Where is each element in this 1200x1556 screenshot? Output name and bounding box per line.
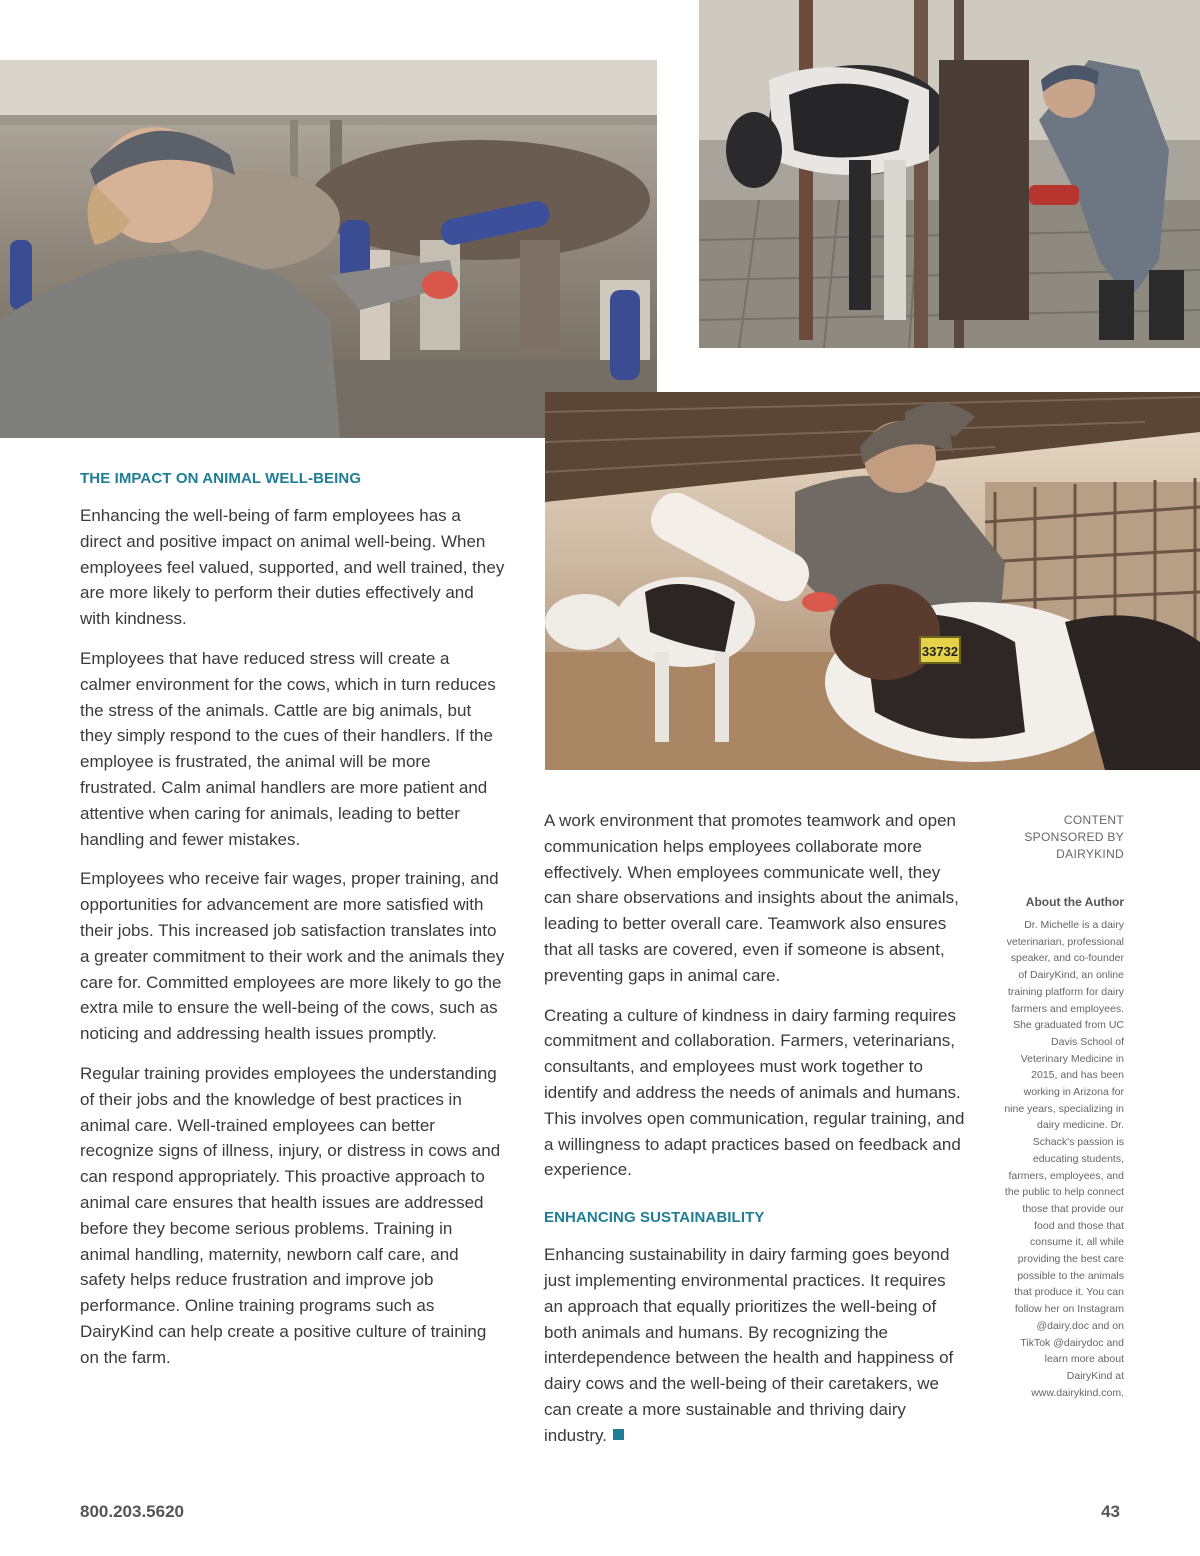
paragraph: Creating a culture of kindness in dairy farming requires commitment and collaboration. Farmers, veterinarians, consultants, and employees must work together to identify and address the needs of animals and humans. This involves open communication, regular training, and a willingness to adapt practices based on feedback and experience.: [544, 1005, 965, 1180]
sponsor-line: DAIRYKIND: [1056, 847, 1124, 861]
paragraph-final-text: Enhancing sustainability in dairy farming goes beyond just implementing environmental practices. It requires an approach that equally prioritizes the well-being of both animals and humans. By recognizing the interdependence between the health and happiness of dairy cows and the well-being of their caretakers, we can create a more sustainable and thriving dairy industry.: [544, 1245, 954, 1445]
footer-phone: 800.203.5620: [80, 1502, 184, 1521]
sponsor-line: CONTENT: [1063, 813, 1124, 827]
calf-feeding-photo: [545, 392, 1200, 770]
sponsor-label: [1004, 812, 1124, 863]
section-heading-sustainability: ENHANCING SUSTAINABILITY: [544, 1209, 765, 1227]
page-number: 43: [1101, 1502, 1120, 1521]
end-mark-icon: [613, 1429, 624, 1440]
milking-parlor-photo: [0, 60, 657, 438]
veterinarian-photo: [699, 0, 1200, 348]
section-heading-animal-well-being: THE IMPACT ON ANIMAL WELL-BEING: [80, 470, 362, 487]
left-column: [80, 470, 505, 1385]
about-author-text: Dr. Michelle is a dairy veterinarian, professional speaker, and co-founder of DairyKind, an online training platform for dairy farmers and employees. She graduated from UC Davis School of Veterinary Medicine in 2015, and has been working in Arizona for nine years, specializing in dairy medicine. Dr. Schack's passion is educating students, farmers, employees, and the public to help connect those that provide our food and those that consume it, all while providing the best care possible to the animals that produce it. You can follow her on Instagram @dairy.doc and on TikTok @dairydoc and learn more about DairyKind at www.dairykind.com.: [1004, 919, 1124, 1399]
author-sidebar: [1004, 812, 1124, 1401]
ear-tag-number: 33732: [921, 644, 959, 659]
paragraph: Regular training provides employees the understanding of their jobs and the knowledge of best practices in animal care. Well-trained employees can better recognize signs of illness, injury, or distress in cows and can respond appropriately. This proactive approach to animal care ensures that health issues are addressed before they become serious problems. Training in animal handling, maternity, newborn calf care, and safety helps reduce frustration and improve job performance. Online training programs such as DairyKind can help create a positive culture of training on the farm.: [80, 1063, 501, 1367]
paragraph: Enhancing the well-being of farm employees has a direct and positive impact on animal well-being. When employees feel valued, supported, and well trained, they are more likely to perform their duties effectively and with kindness.: [80, 506, 505, 629]
middle-column: [544, 808, 969, 1463]
paragraph: A work environment that promotes teamwork and open communication helps employees collaborate more effectively. When employees communicate well, they can share observations and insights about the animals, leading to better overall care. Teamwork also ensures that all tasks are covered, even if someone is absent, preventing gaps in animal care.: [544, 811, 959, 985]
sponsor-line: SPONSORED BY: [1024, 830, 1124, 844]
paragraph-final: [544, 1242, 969, 1448]
paragraph: Employees who receive fair wages, proper training, and opportunities for advancement are more satisfied with their jobs. This increased job satisfaction translates into a greater commitment to their work and the animals they care for. Committed employees are more likely to go the extra mile to ensure the well-being of the cows, such as noticing and addressing health issues promptly.: [80, 869, 505, 1044]
about-author-heading: About the Author: [1025, 895, 1124, 909]
paragraph: Employees that have reduced stress will create a calmer environment for the cows, which in turn reduces the stress of the animals. Cattle are big animals, but they simply respond to the cues of their handlers. If the employee is frustrated, the animal will be more frustrated. Calm animal handlers are more patient and attentive when caring for animals, leading to better handling and fewer mistakes.: [80, 648, 496, 849]
